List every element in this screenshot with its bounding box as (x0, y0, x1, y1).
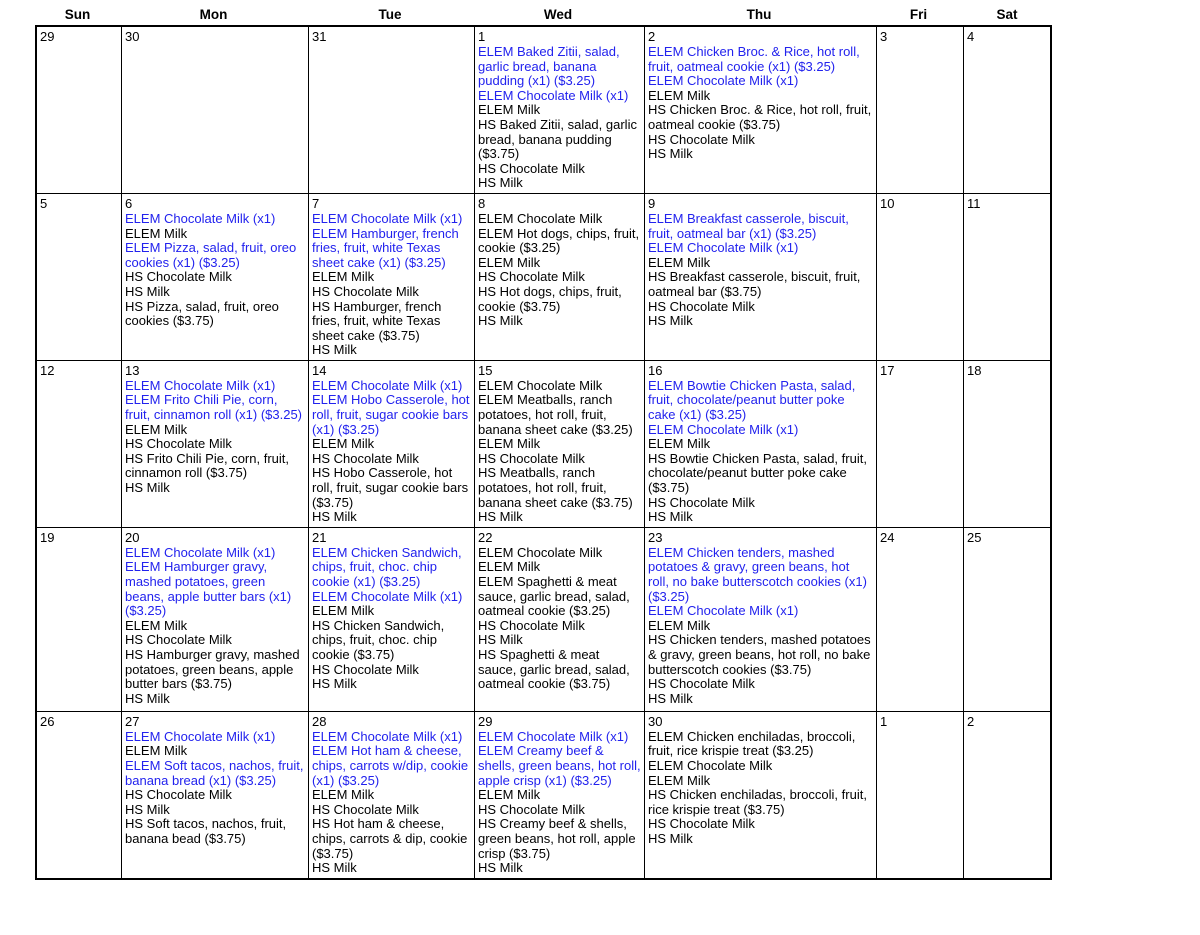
menu-item-text: ELEM Milk (125, 617, 188, 633)
menu-item-text: HS Milk (648, 313, 693, 329)
day-cell-4 (964, 27, 1050, 194)
menu-item-text: ELEM Milk (125, 225, 188, 241)
menu-item-text: HS Milk (478, 860, 523, 876)
date-number: 28 (312, 713, 327, 729)
date-number: 25 (967, 529, 982, 545)
menu-item-link[interactable]: ELEM Soft tacos, nachos, fruit, banana bread (x1) ($3.25) (125, 758, 304, 788)
menu-item-text: HS Bowtie Chicken Pasta, salad, fruit, chocolate/peanut butter poke cake ($3.75) (648, 450, 867, 496)
menu-item-text: HS Chocolate Milk (312, 283, 419, 299)
date-number: 10 (880, 195, 895, 211)
menu-item-link[interactable]: ELEM Chocolate Milk (x1) (125, 544, 276, 560)
day-cell-24 (877, 528, 964, 712)
date-number: 20 (125, 529, 140, 545)
weekday-header-wed: Wed (543, 7, 573, 22)
day-cell-15 (475, 361, 645, 528)
menu-item-link[interactable]: ELEM Chocolate Milk (x1) (312, 728, 463, 744)
date-number: 30 (125, 29, 140, 44)
date-number: 9 (648, 195, 656, 211)
day-cell-22 (475, 528, 645, 712)
menu-item-text: HS Hot ham & cheese, chips, carrots & dip, cookie ($3.75) (312, 816, 468, 861)
menu-item-text: ELEM Milk (648, 254, 711, 270)
menu-item-text: HS Hamburger gravy, mashed potatoes, green beans, apple butter bars ($3.75) (125, 646, 300, 692)
menu-item-text: ELEM Milk (312, 436, 375, 452)
menu-item-text: HS Milk (125, 480, 170, 496)
menu-item-text: HS Milk (648, 830, 693, 846)
weekday-header-sat: Sat (996, 7, 1018, 22)
day-cell-29 (37, 27, 122, 194)
menu-item-text: HS Hot dogs, chips, fruit, cookie ($3.75) (478, 283, 622, 314)
date-number: 11 (967, 195, 981, 211)
date-number: 22 (478, 529, 493, 545)
date-number: 30 (648, 713, 663, 729)
menu-item-text: HS Milk (478, 632, 523, 648)
menu-item-text: ELEM Milk (478, 102, 541, 118)
day-cell-3 (877, 27, 964, 194)
menu-item-text: ELEM Milk (648, 617, 711, 633)
menu-item-text: ELEM Milk (648, 772, 711, 788)
day-cell-6 (122, 194, 309, 361)
date-number: 7 (312, 195, 320, 211)
menu-item-link[interactable]: ELEM Creamy beef & shells, green beans, hot roll, apple crisp (x1) ($3.25) (478, 743, 641, 788)
date-number: 29 (478, 713, 493, 729)
menu-item-text: ELEM Milk (478, 436, 541, 452)
menu-item-text: ELEM Chocolate Milk (648, 758, 773, 773)
week-row-0 (37, 27, 1050, 194)
menu-item-text: HS Milk (478, 509, 523, 525)
weekday-header-sun: Sun (64, 7, 91, 22)
menu-item-text: HS Chocolate Milk (312, 801, 419, 817)
date-number: 31 (312, 29, 327, 44)
menu-item-link[interactable]: ELEM Chocolate Milk (x1) (648, 240, 799, 256)
menu-item-text: ELEM Hot dogs, chips, fruit, cookie ($3.25) (478, 225, 640, 256)
menu-item-text: HS Chocolate Milk (648, 131, 755, 147)
menu-item-link[interactable]: ELEM Chocolate Milk (x1) (478, 728, 629, 744)
date-number: 2 (648, 29, 656, 44)
day-cell-21 (309, 528, 475, 712)
day-cell-11 (964, 194, 1050, 361)
day-cell-14 (309, 361, 475, 528)
day-cell-27 (122, 712, 309, 878)
day-cell-30 (122, 27, 309, 194)
date-number: 6 (125, 195, 133, 211)
menu-item-link[interactable]: ELEM Chocolate Milk (x1) (125, 728, 276, 744)
menu-item-text: HS Milk (312, 342, 357, 358)
menu-item-text: HS Pizza, salad, fruit, oreo cookies ($3.75) (125, 298, 279, 329)
menu-item-text: ELEM Milk (648, 87, 711, 103)
menu-item-text: HS Meatballs, ranch potatoes, hot roll, fruit, banana sheet cake ($3.75) (478, 465, 633, 510)
day-cell-13 (122, 361, 309, 528)
menu-item-text: HS Milk (312, 509, 357, 525)
day-cell-2 (964, 712, 1050, 878)
menu-item-text: HS Soft tacos, nachos, fruit, banana bead ($3.75) (125, 816, 287, 846)
day-cell-25 (964, 528, 1050, 712)
menu-item-text: HS Milk (312, 676, 357, 692)
day-cell-30 (645, 712, 877, 878)
weekday-header-row (35, 6, 1052, 25)
day-cell-23 (645, 528, 877, 712)
date-number: 29 (40, 29, 55, 44)
menu-item-text: HS Milk (125, 801, 170, 817)
menu-item-text: HS Chicken tenders, mashed potatoes & gravy, green beans, hot roll, no bake butterscotch cookies ($3.75) (648, 632, 871, 677)
menu-item-text: HS Chocolate Milk (125, 787, 232, 803)
date-number: 17 (880, 362, 895, 378)
menu-item-link[interactable]: ELEM Hobo Casserole, hot roll, fruit, sugar cookie bars (x1) ($3.25) (312, 392, 470, 437)
calendar-grid (35, 25, 1052, 880)
menu-item-text: HS Chicken Sandwich, chips, fruit, choc. chip cookie ($3.75) (312, 617, 445, 662)
day-cell-29 (475, 712, 645, 878)
menu-item-text: HS Chocolate Milk (125, 436, 232, 452)
menu-item-link[interactable]: ELEM Chocolate Milk (x1) (648, 421, 799, 437)
menu-item-text: ELEM Milk (648, 436, 711, 452)
menu-item-text: HS Chocolate Milk (312, 661, 419, 677)
menu-item-link[interactable]: ELEM Frito Chili Pie, corn, fruit, cinnamon roll (x1) ($3.25) (125, 392, 303, 423)
menu-item-text: HS Milk (648, 690, 693, 706)
menu-item-link[interactable]: ELEM Hot ham & cheese, chips, carrots w/dip, cookie (x1) ($3.25) (312, 743, 469, 788)
date-number: 2 (967, 713, 975, 729)
menu-item-text: HS Spaghetti & meat sauce, garlic bread, salad, oatmeal cookie ($3.75) (478, 646, 630, 692)
day-cell-20 (122, 528, 309, 712)
menu-item-text: ELEM Milk (125, 743, 188, 759)
day-cell-28 (309, 712, 475, 878)
day-cell-8 (475, 194, 645, 361)
menu-item-text: ELEM Milk (478, 559, 541, 575)
menu-item-text: HS Chocolate Milk (648, 676, 755, 692)
day-cell-17 (877, 361, 964, 528)
day-cell-26 (37, 712, 122, 878)
weekday-header-mon: Mon (199, 7, 228, 22)
date-number: 26 (40, 713, 55, 729)
day-cell-5 (37, 194, 122, 361)
menu-item-text: ELEM Chocolate Milk (478, 377, 603, 393)
date-number: 16 (648, 362, 663, 378)
menu-item-text: HS Chocolate Milk (478, 801, 585, 817)
day-cell-10 (877, 194, 964, 361)
date-number: 13 (125, 362, 140, 378)
menu-item-link[interactable]: ELEM Baked Zitii, salad, garlic bread, banana pudding (x1) ($3.25) (478, 44, 620, 89)
menu-item-link[interactable]: ELEM Chocolate Milk (x1) (312, 588, 463, 604)
menu-item-link[interactable]: ELEM Pizza, salad, fruit, oreo cookies (x1) ($3.25) (125, 240, 297, 270)
menu-item-link[interactable]: ELEM Chocolate Milk (x1) (648, 603, 799, 619)
menu-item-text: HS Milk (478, 313, 523, 329)
date-number: 14 (312, 362, 327, 378)
menu-item-text: ELEM Spaghetti & meat sauce, garlic bread, salad, oatmeal cookie ($3.25) (478, 574, 630, 619)
menu-item-link[interactable]: ELEM Hamburger, french fries, fruit, white Texas sheet cake (x1) ($3.25) (312, 225, 459, 270)
menu-item-text: HS Milk (478, 175, 523, 191)
menu-item-text: ELEM Milk (312, 269, 375, 285)
menu-item-text: ELEM Milk (312, 787, 375, 803)
date-number: 18 (967, 362, 982, 378)
date-number: 5 (40, 195, 48, 211)
week-row-3 (37, 528, 1050, 712)
menu-item-text: ELEM Milk (478, 254, 541, 270)
menu-item-text: HS Frito Chili Pie, corn, fruit, cinnamon roll ($3.75) (125, 450, 289, 481)
menu-item-text: HS Chocolate Milk (648, 816, 755, 832)
date-number: 15 (478, 362, 493, 378)
week-row-2 (37, 361, 1050, 528)
day-cell-1 (475, 27, 645, 194)
menu-item-text: HS Baked Zitii, salad, garlic bread, banana pudding ($3.75) (478, 116, 637, 162)
menu-item-text: ELEM Milk (312, 603, 375, 619)
date-number: 23 (648, 529, 663, 545)
lunch-menu-calendar (35, 6, 1052, 880)
menu-item-text: HS Chocolate Milk (648, 298, 755, 314)
menu-item-link[interactable]: ELEM Chicken Broc. & Rice, hot roll, fruit, oatmeal cookie (x1) ($3.25) (648, 44, 860, 74)
day-cell-9 (645, 194, 877, 361)
day-cell-7 (309, 194, 475, 361)
date-number: 3 (880, 29, 888, 44)
menu-item-text: HS Milk (125, 283, 170, 299)
menu-item-text: ELEM Meatballs, ranch potatoes, hot roll, fruit, banana sheet cake ($3.25) (478, 392, 633, 437)
menu-item-text: HS Chocolate Milk (648, 494, 755, 510)
menu-item-text: HS Milk (648, 509, 693, 525)
date-number: 27 (125, 713, 140, 729)
menu-item-text: HS Chocolate Milk (125, 632, 232, 648)
menu-item-text: HS Chocolate Milk (478, 617, 585, 633)
weekday-header-fri: Fri (909, 7, 928, 22)
menu-item-text: HS Chocolate Milk (125, 269, 232, 285)
menu-item-text: HS Chocolate Milk (478, 450, 585, 466)
menu-item-link[interactable]: ELEM Chicken Sandwich, chips, fruit, choc. chip cookie (x1) ($3.25) (312, 544, 462, 589)
menu-item-link[interactable]: ELEM Hamburger gravy, mashed potatoes, green beans, apple butter bars (x1) ($3.25) (125, 559, 292, 619)
date-number: 8 (478, 195, 486, 211)
menu-item-text: HS Milk (312, 860, 357, 876)
date-number: 1 (880, 713, 888, 729)
weekday-header-thu: Thu (746, 7, 772, 22)
menu-item-link[interactable]: ELEM Chicken tenders, mashed potatoes & gravy, green beans, hot roll, no bake butterscotch cookies (x1) ($3.25) (648, 544, 867, 604)
menu-item-link[interactable]: ELEM Bowtie Chicken Pasta, salad, fruit, chocolate/peanut butter poke cake (x1) ($3.25) (648, 377, 856, 423)
menu-item-text: HS Creamy beef & shells, green beans, hot roll, apple crisp ($3.75) (478, 816, 636, 861)
menu-item-text: ELEM Chocolate Milk (478, 210, 603, 226)
day-cell-31 (309, 27, 475, 194)
date-number: 4 (967, 29, 975, 44)
week-row-1 (37, 194, 1050, 361)
menu-item-link[interactable]: ELEM Chocolate Milk (x1) (648, 73, 799, 89)
menu-item-text: HS Chicken Broc. & Rice, hot roll, fruit, oatmeal cookie ($3.75) (648, 102, 872, 132)
menu-item-text: ELEM Chicken enchiladas, broccoli, fruit, rice krispie treat ($3.25) (648, 728, 856, 759)
menu-item-text: HS Milk (648, 146, 693, 162)
date-number: 19 (40, 529, 55, 545)
menu-item-text: HS Chocolate Milk (478, 160, 585, 176)
menu-item-text: ELEM Chocolate Milk (478, 544, 603, 560)
menu-item-link[interactable]: ELEM Breakfast casserole, biscuit, fruit, oatmeal bar (x1) ($3.25) (648, 210, 849, 241)
weekday-header-tue: Tue (378, 7, 402, 22)
menu-item-text: HS Hobo Casserole, hot roll, fruit, sugar cookie bars ($3.75) (312, 465, 469, 510)
menu-item-text: HS Chicken enchiladas, broccoli, fruit, rice krispie treat ($3.75) (648, 787, 867, 817)
menu-item-link[interactable]: ELEM Chocolate Milk (x1) (125, 210, 276, 226)
menu-item-text: ELEM Milk (125, 421, 188, 437)
menu-item-link[interactable]: ELEM Chocolate Milk (x1) (312, 377, 463, 393)
menu-item-text: HS Milk (125, 690, 170, 706)
menu-item-text: HS Breakfast casserole, biscuit, fruit, oatmeal bar ($3.75) (648, 269, 861, 299)
day-cell-16 (645, 361, 877, 528)
day-cell-1 (877, 712, 964, 878)
menu-item-text: HS Hamburger, french fries, fruit, white Texas sheet cake ($3.75) (312, 298, 442, 343)
menu-item-text: HS Chocolate Milk (312, 450, 419, 466)
menu-item-link[interactable]: ELEM Chocolate Milk (x1) (125, 377, 276, 393)
date-number: 12 (40, 362, 55, 378)
menu-item-link[interactable]: ELEM Chocolate Milk (x1) (312, 210, 463, 226)
date-number: 1 (478, 29, 486, 44)
day-cell-12 (37, 361, 122, 528)
day-cell-2 (645, 27, 877, 194)
day-cell-18 (964, 361, 1050, 528)
week-row-4 (37, 712, 1050, 878)
menu-item-link[interactable]: ELEM Chocolate Milk (x1) (478, 87, 629, 103)
date-number: 24 (880, 529, 895, 545)
date-number: 21 (312, 529, 327, 545)
menu-item-text: HS Chocolate Milk (478, 269, 585, 285)
day-cell-19 (37, 528, 122, 712)
menu-item-text: ELEM Milk (478, 787, 541, 803)
